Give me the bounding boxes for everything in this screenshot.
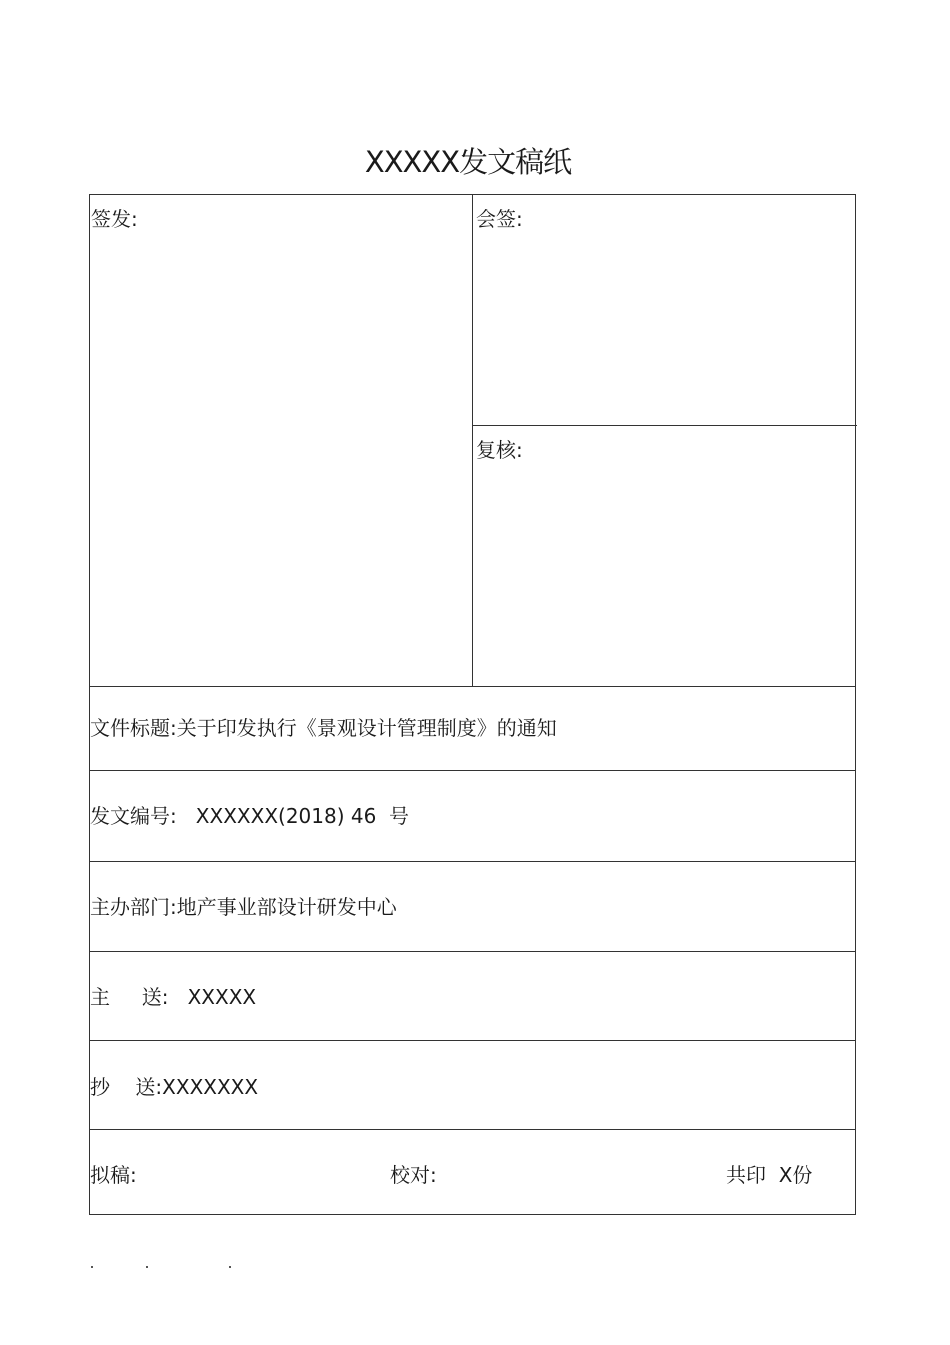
page-dot: [229, 1266, 231, 1268]
page-dot: [146, 1266, 148, 1268]
draft-label: 拟稿:: [90, 1163, 137, 1187]
sign-label: 签发:: [91, 207, 138, 231]
countersign-cell[interactable]: [473, 195, 857, 425]
copies-label: 共印 X份: [726, 1163, 813, 1187]
doc-number-field[interactable]: 发文编号: XXXXXX(2018) 46 号: [90, 804, 410, 828]
row-divider: [90, 770, 855, 771]
review-cell[interactable]: [473, 426, 857, 686]
send-to-field[interactable]: 主 送: XXXXX: [90, 985, 257, 1009]
row-divider: [90, 1040, 855, 1041]
countersign-label: 会签:: [476, 207, 523, 231]
review-label: 复核:: [476, 438, 523, 462]
copy-to-field[interactable]: 抄 送:XXXXXXX: [90, 1075, 259, 1099]
page-dot: [91, 1266, 93, 1268]
page-title: XXXXX发文稿纸: [364, 145, 572, 179]
doc-title-field[interactable]: 文件标题:关于印发执行《景观设计管理制度》的通知: [90, 716, 557, 740]
row-divider: [90, 951, 855, 952]
row-divider: [90, 861, 855, 862]
row-divider: [90, 1129, 855, 1130]
department-field[interactable]: 主办部门:地产事业部设计研发中心: [90, 895, 397, 919]
document-form: [89, 194, 856, 1215]
sign-cell[interactable]: [90, 195, 472, 686]
row-divider: [90, 686, 855, 687]
proofread-label: 校对:: [390, 1163, 437, 1187]
